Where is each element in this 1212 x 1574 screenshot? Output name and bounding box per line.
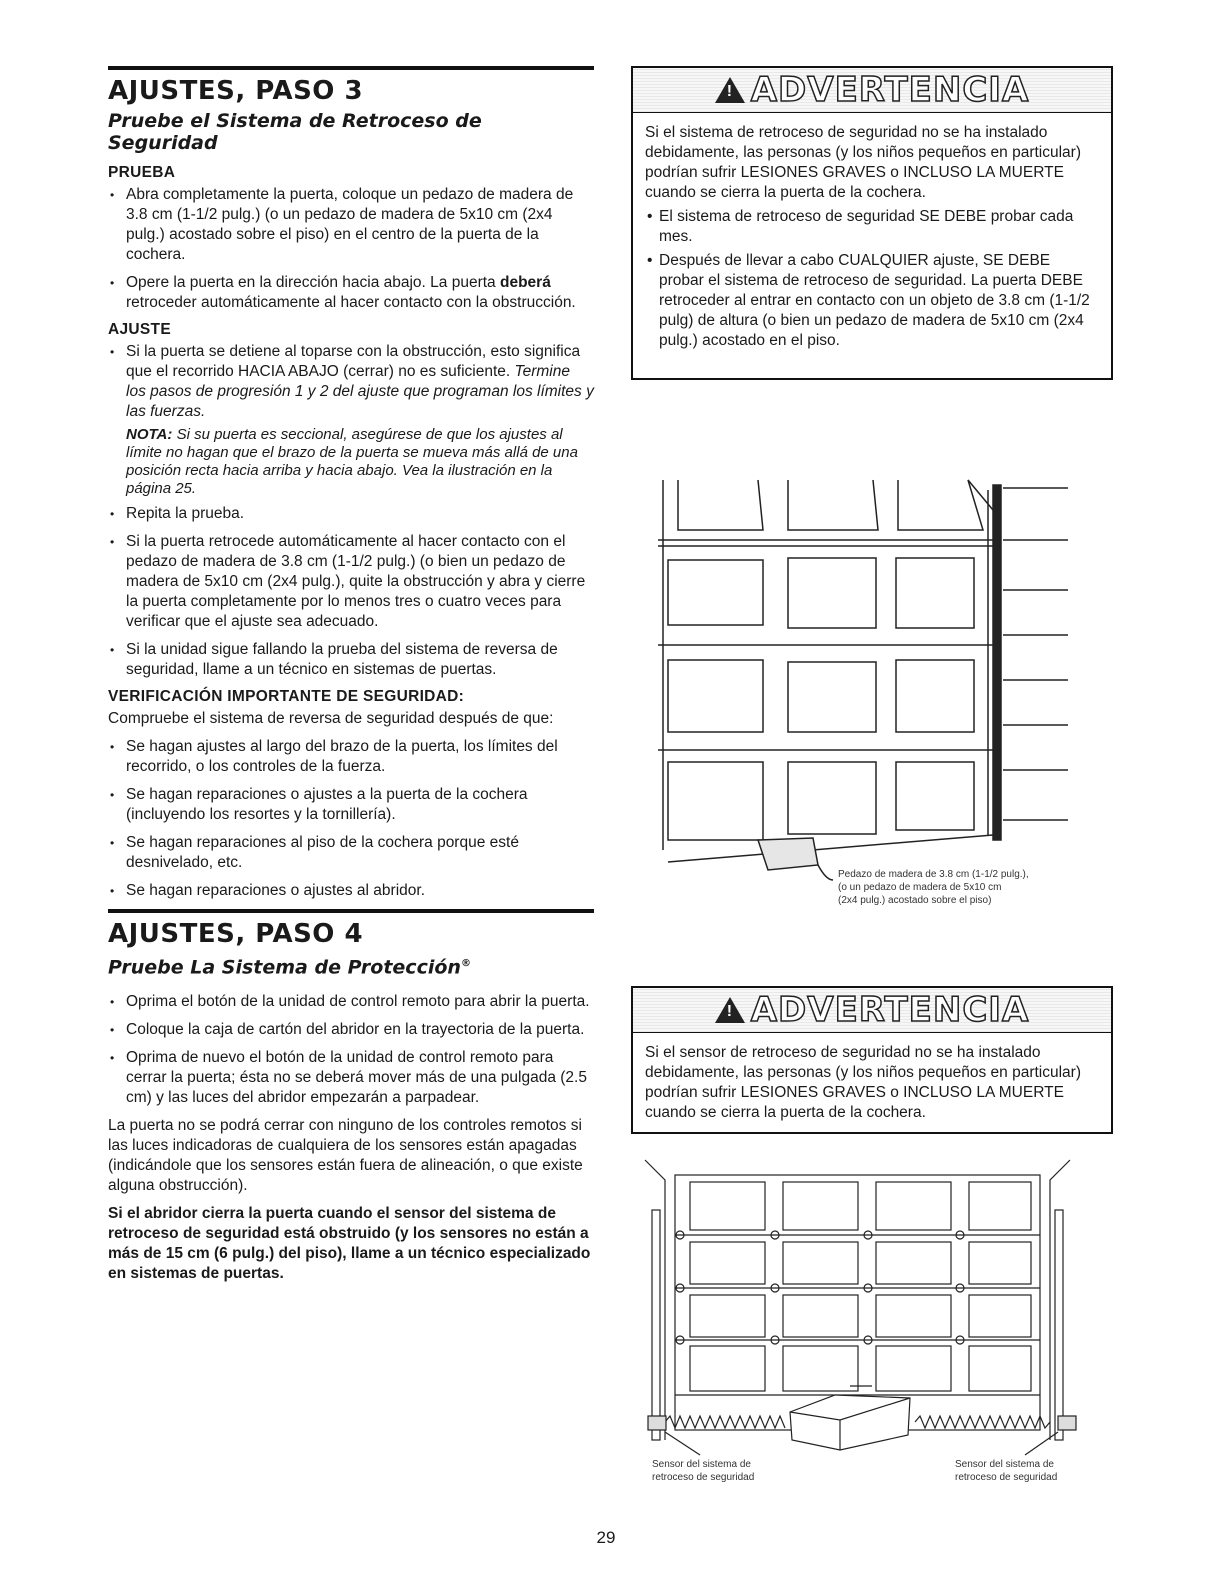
list-item: • Si la puerta se detiene al toparse con la obstrucción, esto significa que el recorrido HACIA ABAJO (cerrar) no es suficiente. Termine los pasos de progresión 1 y 2 del ajuste que programan los límites y las fuerzas. xyxy=(108,342,594,422)
caption-line: Sensor del sistema de xyxy=(955,1459,1054,1470)
list-item: • Si la puerta retrocede automáticamente al hacer contacto con el pedazo de madera de 3.8 cm (1-1/2 pulg.) (o bien un pedazo de madera de 5x10 cm (2x4 pulg.), quite la obstrucción y abra y cierre la puerta completamente por lo menos tres o cuatro veces para verificar que el ajuste sea adecuado. xyxy=(108,532,594,632)
list-item: • Si la unidad sigue fallando la prueba del sistema de reversa de seguridad, llame a un técnico en sistemas de puertas. xyxy=(108,640,594,680)
warning-box-2 xyxy=(631,986,1113,1134)
step4-paragraph: La puerta no se podrá cerrar con ninguno de los controles remotos si las luces indicadoras de cualquiera de los sensores están apagadas (indicándole que los sensores están fuera de alineación, o que existe alguna obstrucción). xyxy=(108,1117,583,1195)
caption-line: (o un pedazo de madera de 5x10 cm xyxy=(838,882,1002,893)
step4-title: AJUSTES, PASO 4 xyxy=(108,919,364,949)
warning-text: Si el sensor de retroceso de seguridad no se ha instalado debidamente, las personas (y los niños pequeños en particular) podrían sufrir LESIONES GRAVES o INCLUSO LA MUERTE cuando se cierra la puerta de la cochera. xyxy=(645,1044,1081,1121)
list-item: • Repita la prueba. xyxy=(108,504,594,524)
list-item: • Se hagan reparaciones o ajustes a la puerta de la cochera (incluyendo los resortes y la tornillería). xyxy=(108,785,594,825)
warning-body xyxy=(633,1033,1111,1135)
garage-door-wood-figure xyxy=(648,470,1078,890)
garage-door-sensor-figure xyxy=(640,1150,1080,1470)
warning-title: ADVERTENCIA xyxy=(750,70,1030,110)
caption-line: (2x4 pulg.) acostado sobre el piso) xyxy=(838,895,992,906)
left-column xyxy=(108,66,594,1284)
verificacion-list xyxy=(108,737,594,901)
verificacion-intro: Compruebe el sistema de reversa de seguridad después de que: xyxy=(108,710,554,727)
figure2-caption-right xyxy=(955,1458,1057,1484)
ajuste-list xyxy=(108,342,594,422)
prueba-list xyxy=(108,185,594,313)
warning-header xyxy=(633,68,1111,113)
prueba-heading: PRUEBA xyxy=(108,164,176,181)
caption-line: Sensor del sistema de xyxy=(652,1459,751,1470)
caption-line: retroceso de seguridad xyxy=(652,1472,755,1483)
step4-list xyxy=(108,992,594,1108)
warning-triangle-icon: ! xyxy=(715,77,745,103)
list-item: • Abra completamente la puerta, coloque un pedazo de madera de 3.8 cm (1-1/2 pulg.) (o un pedazo de madera de 5x10 cm (2x4 pulg.) acostado sobre el piso) en el centro de la puerta de la cochera. xyxy=(108,185,594,265)
page-number: 29 xyxy=(596,1528,616,1547)
figure1-caption xyxy=(838,868,1029,907)
step3-title: AJUSTES, PASO 3 xyxy=(108,76,364,106)
warning-text: Si el sistema de retroceso de seguridad no se ha instalado debidamente, las personas (y los niños pequeños en particular) podrían sufrir LESIONES GRAVES o INCLUSO LA MUERTE cuando se cierra la puerta de la cochera. xyxy=(645,124,1081,201)
warning-header xyxy=(633,988,1111,1033)
list-item: • Se hagan ajustes al largo del brazo de la puerta, los límites del recorrido, o los controles de la fuerza. xyxy=(108,737,594,777)
step4-subtitle: Pruebe La Sistema de Protección® xyxy=(108,956,471,979)
list-item: • Después de llevar a cabo CUALQUIER ajuste, SE DEBE probar el sistema de retroceso de seguridad. La puerta DEBE retroceder al entrar en contacto con un objeto de 3.8 cm (1-1/2 pulg) de altura (o bien un pedazo de madera de 5x10 cm (2x4 pulg.) acostado en el piso. xyxy=(645,251,1099,351)
caption-line: retroceso de seguridad xyxy=(955,1472,1058,1483)
list-item: • Opere la puerta en la dirección hacia abajo. La puerta deberá retroceder automáticamente al hacer contacto con la obstrucción. xyxy=(108,273,594,313)
warning-box-1 xyxy=(631,66,1113,380)
list-item: • El sistema de retroceso de seguridad SE DEBE probar cada mes. xyxy=(645,207,1099,247)
nota: NOTA: Si su puerta es seccional, asegúrese de que los ajustes al límite no hagan que el brazo de la puerta se mueva más allá de una posición recta hacia arriba y hacia abajo. Vea la ilustración en la página 25. xyxy=(126,426,578,497)
list-item: • Oprima de nuevo el botón de la unidad de control remoto para cerrar la puerta; ésta no se deberá mover más de una pulgada (2.5 cm) y las luces del abridor empezarán a parpadear. xyxy=(108,1048,594,1108)
step4-bold-paragraph: Si el abridor cierra la puerta cuando el sensor del sistema de retroceso de seguridad está obstruido (y los sensores no están a más de 15 cm (6 pulg.) del piso), llame a un técnico especializado en sistemas de puertas. xyxy=(108,1205,591,1283)
warning-list xyxy=(645,207,1099,351)
warning-triangle-icon: ! xyxy=(715,997,745,1023)
list-item: • Oprima el botón de la unidad de control remoto para abrir la puerta. xyxy=(108,992,594,1012)
section-rule xyxy=(108,909,594,913)
list-item: • Coloque la caja de cartón del abridor en la trayectoria de la puerta. xyxy=(108,1020,594,1040)
ajuste-list-2 xyxy=(108,504,594,680)
warning-title: ADVERTENCIA xyxy=(750,990,1030,1030)
section-rule xyxy=(108,66,594,70)
figure2-caption-left xyxy=(652,1458,754,1484)
warning-body xyxy=(633,113,1111,367)
list-item: • Se hagan reparaciones o ajustes al abridor. xyxy=(108,881,594,901)
ajuste-heading: AJUSTE xyxy=(108,321,171,338)
list-item: • Se hagan reparaciones al piso de la cochera porque esté desnivelado, etc. xyxy=(108,833,594,873)
verificacion-heading: VERIFICACIÓN IMPORTANTE DE SEGURIDAD: xyxy=(108,688,465,705)
step3-subtitle: Pruebe el Sistema de Retroceso de Seguridad xyxy=(108,110,482,154)
caption-line: Pedazo de madera de 3.8 cm (1-1/2 pulg.), xyxy=(838,869,1029,880)
